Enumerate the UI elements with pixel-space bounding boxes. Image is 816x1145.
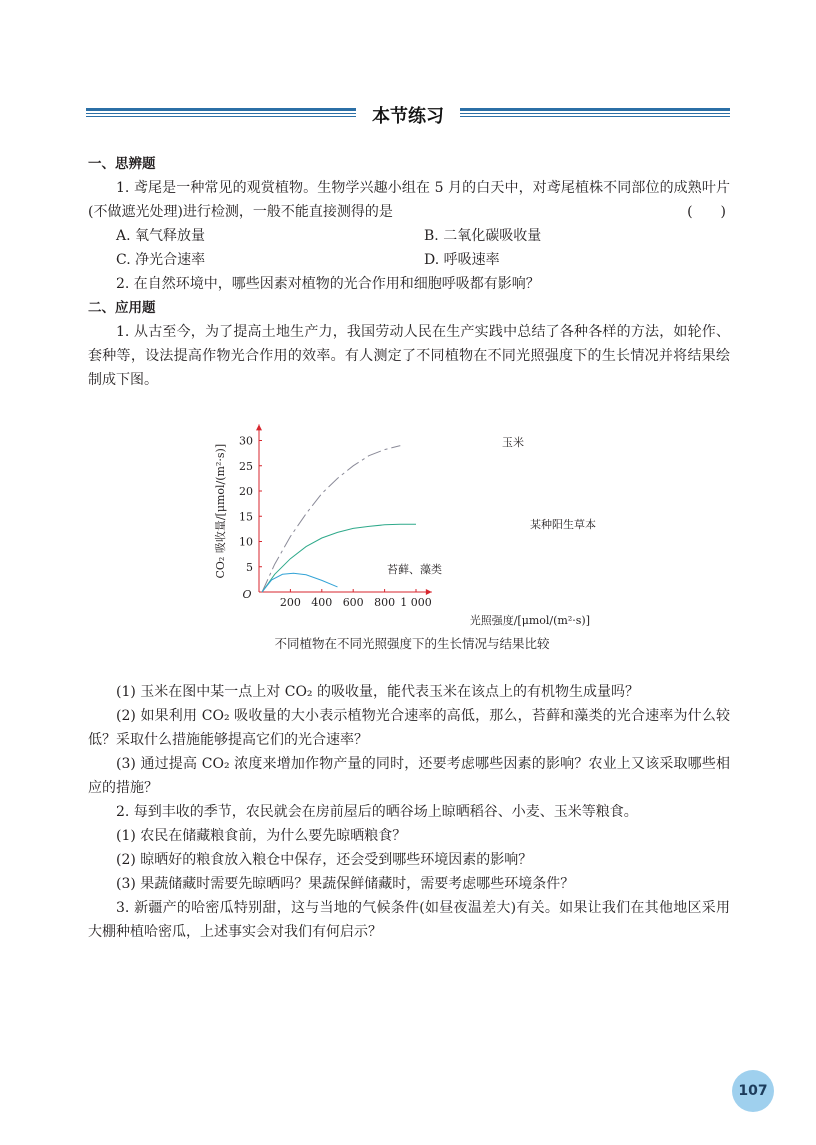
s2-q1-sub-3: (3) 通过提高 CO₂ 浓度来增加作物产量的同时，还要考虑哪些因素的影响？农业上又该采取哪些相应的措施？ (88, 756, 730, 796)
s1-question-1-text: 1. 鸢尾是一种常见的观赏植物。生物学兴趣小组在 5 月的白天中，对鸢尾植株不同部位的成熟叶片(不做遮光处理)进行检测，一般不能直接测得的是 (88, 180, 730, 220)
y-tick-label: 25 (239, 459, 253, 473)
option-c: C. 净光合速率 (116, 252, 206, 268)
option-b: B. 二氧化碳吸收量 (424, 228, 542, 244)
x-tick-label: 200 (279, 596, 301, 609)
exercise-content (88, 152, 730, 392)
header-title: 本节练习 (372, 106, 444, 127)
series-line-1 (262, 446, 400, 592)
section1-title: 一、思辨题 (88, 156, 156, 172)
x-tick-label: 600 (342, 596, 364, 609)
option-a: A. 氧气释放量 (116, 228, 206, 244)
s1-question-1 (88, 176, 730, 224)
x-axis-arrow (426, 589, 432, 595)
chart-svg (212, 410, 612, 632)
s2-question-2: 2. 每到丰收的季节，农民就会在房前屋后的晒谷场上晾晒稻谷、小麦、玉米等粮食。 (116, 804, 638, 820)
section2-title: 二、应用题 (88, 300, 156, 316)
chart-caption: 不同植物在不同光照强度下的生长情况与结果比较 (274, 636, 550, 651)
option-d: D. 呼吸速率 (424, 252, 500, 268)
y-tick-label: 15 (239, 510, 253, 524)
s2-q2-sub-2: (2) 晾晒好的粮食放入粮仓中保存，还会受到哪些环境因素的影响？ (116, 852, 533, 868)
y-tick-label: 30 (239, 434, 253, 448)
s2-question-3: 3. 新疆产的哈密瓜特别甜，这与当地的气候条件(如昼夜温差大)有关。如果让我们在其他地区采用大棚种植哈密瓜，上述事实会对我们有何启示？ (88, 900, 730, 940)
series-label-3: 苔藓、藻类 (387, 563, 442, 576)
y-axis-arrow (256, 424, 262, 430)
x-tick-label: 800 (374, 596, 396, 609)
s2-question-1: 1. 从古至今，为了提高土地生产力，我国劳动人民在生产实践中总结了各种各样的方法，如轮作、套种等，设法提高作物光合作用的效率。有人测定了不同植物在不同光照强度下的生长情况并将结果绘制成下图。 (88, 324, 730, 388)
s2-q1-sub-2: (2) 如果利用 CO₂ 吸收量的大小表示植物光合速率的高低，那么，苔藓和藻类的光合速率为什么较低？采取什么措施能够提高它们的光合速率？ (88, 708, 730, 748)
exercise-content-lower (88, 680, 730, 944)
answer-blank: ( ) (687, 204, 726, 220)
s1-question-2: 2. 在自然环境中，哪些因素对植物的光合作用和细胞呼吸都有影响？ (116, 276, 540, 292)
options-row-1 (88, 224, 730, 248)
series-label-1: 玉米 (502, 436, 524, 449)
y-tick-label: 5 (246, 560, 253, 574)
x-axis-title: 光照强度/[μmol/(m²·s)] (469, 614, 590, 627)
header-rule-right (460, 108, 730, 118)
s2-q2-sub-3: (3) 果蔬储藏时需要先晾晒吗？果蔬保鲜储藏时，需要考虑哪些环境条件？ (116, 876, 575, 892)
y-tick-label: 10 (239, 535, 253, 549)
x-tick-label: 1 000 (400, 596, 432, 609)
origin-label: O (242, 588, 252, 601)
series-label-2: 某种阳生草本 (530, 518, 596, 531)
light-response-chart (212, 410, 612, 658)
header-rule-left (86, 108, 356, 118)
x-tick-label: 400 (311, 596, 333, 609)
section-header (86, 100, 730, 130)
y-tick-label: 20 (239, 485, 253, 498)
y-axis-title: CO₂ 吸收量/[μmol/(m²·s)] (214, 443, 227, 579)
options-row-2 (88, 248, 730, 272)
series-line-2 (262, 524, 416, 592)
page-number: 107 (732, 1070, 774, 1112)
s2-q2-sub-1: (1) 农民在储藏粮食前，为什么要先晾晒粮食？ (116, 828, 407, 844)
s2-q1-sub-1: (1) 玉米在图中某一点上对 CO₂ 的吸收量，能代表玉米在该点上的有机物生成量吗？ (116, 684, 639, 700)
